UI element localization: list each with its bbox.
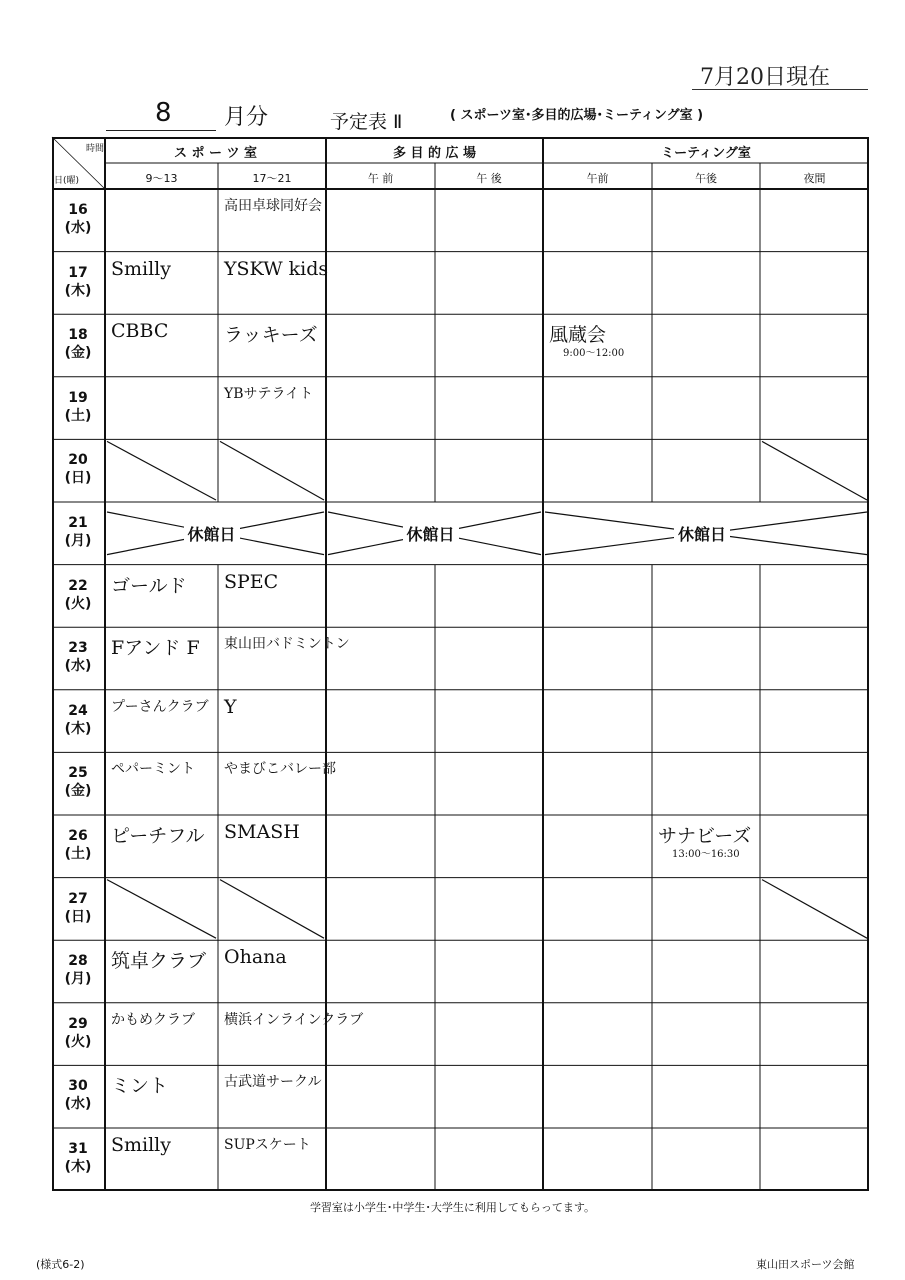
- day-label: [52, 702, 104, 738]
- booking-entry: SMASH: [224, 821, 300, 843]
- booking-entry: プーさんクラブ: [111, 698, 209, 715]
- booking-entry: ゴールド: [111, 574, 187, 597]
- day-number: 28: [68, 953, 88, 970]
- booking-entry: Smilly: [111, 257, 171, 280]
- booking-entry: ペパーミント: [111, 761, 195, 778]
- day-number: 23: [68, 640, 88, 657]
- day-number: 27: [68, 890, 88, 907]
- booking-entry: SUPスケート: [224, 1137, 311, 1153]
- room-header: ス ポ ー ツ 室: [173, 146, 258, 161]
- booking-time: 13:00～16:30: [672, 849, 740, 860]
- day-label: [52, 1015, 104, 1051]
- booking-entry: Fアンド F: [111, 637, 200, 660]
- booking-entry: CBBC: [111, 320, 169, 343]
- booking-entry: かもめクラブ: [111, 1011, 195, 1028]
- slot-header: 午 後: [476, 172, 502, 185]
- day-of-week: (水): [64, 658, 92, 675]
- day-number: 22: [68, 577, 88, 594]
- day-label: [52, 639, 104, 675]
- day-label: [52, 451, 104, 487]
- facility-name: 東山田スポーツ会館: [756, 1258, 855, 1271]
- day-number: 30: [68, 1078, 88, 1095]
- booking-entry: サナビーズ: [658, 825, 752, 847]
- day-number: 18: [68, 327, 88, 344]
- day-label: [52, 201, 104, 237]
- day-label: [52, 326, 104, 362]
- day-of-week: (水): [64, 220, 92, 236]
- slot-header: 午前: [586, 172, 609, 185]
- day-label: [52, 764, 104, 800]
- corner-day-label: 日(曜): [54, 176, 80, 186]
- day-label: [52, 577, 104, 613]
- day-of-week: (月): [64, 971, 92, 988]
- day-number: 24: [68, 702, 88, 719]
- slot-header: 午後: [695, 172, 717, 185]
- booking-entry: 横浜インラインクラブ: [224, 1011, 364, 1028]
- day-number: 31: [68, 1141, 88, 1157]
- month-underline: [106, 130, 216, 131]
- day-of-week: (金): [64, 345, 92, 362]
- booking-entry: Y: [224, 695, 237, 718]
- schedule-subtitle: ( スポーツ室･多目的広場･ミーティング室 ): [450, 108, 704, 123]
- day-of-week: (日): [64, 470, 92, 487]
- day-of-week: (日): [64, 908, 92, 925]
- day-number: 26: [68, 828, 88, 844]
- day-label: [52, 890, 104, 926]
- schedule-table: [52, 137, 869, 1191]
- booking-entry: YSKW kids: [224, 257, 329, 280]
- day-label: [52, 389, 104, 425]
- booking-entry: 古武道サークル: [224, 1074, 322, 1091]
- day-label: [52, 952, 104, 988]
- slot-header: 9～13: [145, 172, 178, 185]
- day-label: [52, 514, 104, 550]
- booking-entry: 東山田バドミントン: [224, 636, 350, 653]
- slot-header: 夜間: [803, 172, 826, 185]
- day-of-week: (木): [64, 720, 92, 737]
- day-label: [52, 827, 104, 863]
- booking-entry: YBサテライト: [224, 385, 314, 402]
- day-number: 20: [68, 452, 88, 469]
- footer-note: 学習室は小学生･中学生･大学生に利用してもらってます。: [309, 1201, 596, 1214]
- day-label: [52, 264, 104, 300]
- schedule-title: 予定表 Ⅱ: [330, 111, 403, 133]
- day-number: 25: [68, 765, 88, 782]
- booking-time: 9:00～12:00: [563, 348, 625, 360]
- day-of-week: (金): [64, 783, 92, 800]
- as-of-date: 7月20日現在: [700, 65, 830, 90]
- day-of-week: (火): [64, 595, 92, 612]
- room-header: 多 目 的 広 場: [392, 146, 477, 161]
- booking-entry: SPEC: [224, 570, 279, 593]
- slot-header: 17～21: [252, 172, 292, 185]
- day-label: [52, 1140, 104, 1176]
- day-of-week: (月): [64, 533, 92, 549]
- closed-day-label: 休館日: [403, 522, 459, 545]
- day-number: 16: [68, 202, 88, 218]
- slot-header: 午 前: [367, 172, 394, 185]
- month-number: 8: [155, 98, 172, 128]
- day-number: 19: [68, 389, 88, 406]
- day-of-week: (土): [64, 846, 92, 862]
- booking-entry: やまびこバレー部: [224, 761, 336, 778]
- booking-entry: Smilly: [111, 1134, 171, 1156]
- booking-entry: 高田卓球同好会: [224, 198, 322, 214]
- day-of-week: (水): [64, 1096, 92, 1113]
- day-number: 29: [68, 1015, 88, 1032]
- booking-entry: Ohana: [224, 946, 287, 969]
- room-header: ミーティング室: [661, 146, 751, 161]
- corner-time-label: 時間: [86, 144, 105, 154]
- day-label: [52, 1077, 104, 1113]
- form-code: (様式6-2): [36, 1258, 85, 1271]
- booking-entry: ピーチフル: [111, 825, 205, 847]
- booking-entry: ラッキーズ: [224, 324, 318, 347]
- booking-entry: ミント: [111, 1075, 169, 1098]
- closed-day-label: 休館日: [674, 522, 730, 545]
- day-of-week: (火): [64, 1033, 92, 1050]
- day-number: 21: [68, 515, 88, 531]
- closed-day-label: 休館日: [184, 522, 240, 545]
- booking-entry: 風蔵会: [549, 324, 607, 347]
- day-of-week: (木): [64, 1159, 92, 1175]
- day-of-week: (土): [64, 407, 92, 424]
- month-suffix: 月分: [224, 105, 269, 130]
- day-of-week: (木): [64, 282, 92, 299]
- as-of-underline: [692, 89, 868, 90]
- booking-entry: 筑卓クラブ: [111, 950, 207, 973]
- day-number: 17: [68, 264, 88, 281]
